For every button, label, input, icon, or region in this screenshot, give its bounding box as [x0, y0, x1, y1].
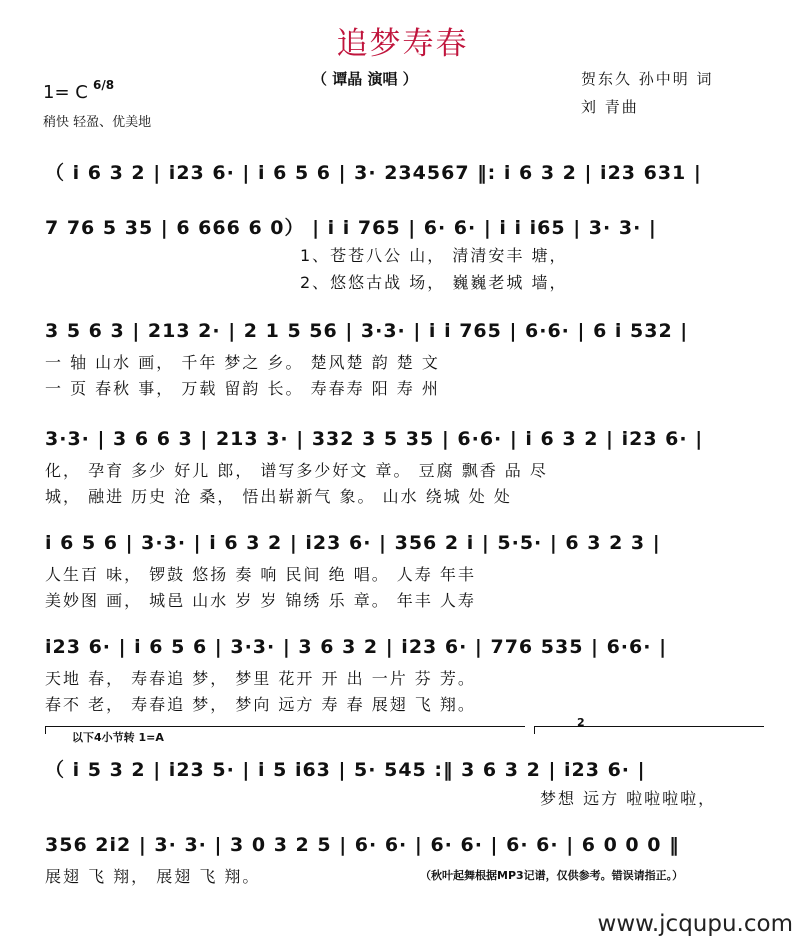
song-title: 追梦寿春: [336, 26, 469, 62]
lyric-row-4-verse-1: 化， 孕育 多少 好儿 郎， 谱写多少好文 章。 豆腐 飘香 品 尽: [45, 461, 548, 480]
performer-line: （ 谭晶 演唱 ）: [312, 70, 418, 88]
volta-first-tick: [45, 726, 46, 734]
volta-second-label: 2: [577, 716, 585, 729]
lyric-row-6-verse-1: 天地 春， 寿春追 梦， 梦里 花开 开 出 一片 芬 芳。: [45, 669, 476, 688]
volta-second-bracket: [534, 726, 764, 727]
lyric-row-2-verse-2: 2、悠悠古战 场， 巍巍老城 墙，: [300, 273, 568, 292]
lyric-row-3-verse-1: 一 轴 山水 画， 千年 梦之 乡。 楚风楚 韵 楚 文: [45, 353, 440, 372]
lyric-row-2-verse-1: 1、苍苍八公 山， 清清安丰 塘，: [300, 246, 568, 265]
composer-credit: 刘 青曲: [581, 98, 639, 116]
score-row-3: 3 5 6 3 | 213 2· | 2 1 5 56 | 3·3· | i i 765 | 6·6· | 6 i 532 |: [45, 320, 689, 342]
score-row-1: （ i 6 3 2 | i23 6· | i 6 5 6 | 3· 234567 ‖: i 6 3 2 | i23 631 |: [45, 162, 702, 184]
lyric-row-3-verse-2: 一 页 春秋 事， 万载 留韵 长。 寿春寿 阳 寿 州: [45, 379, 440, 398]
key-signature: 1= C: [43, 82, 88, 103]
score-row-8: 356 2i2 | 3· 3· | 3 0 3 2 5 | 6· 6· | 6· 6· | 6· 6· | 6 0 0 0 ‖: [45, 834, 680, 856]
score-row-2: 7 76 5 35 | 6 666 6 0） | i i 765 | 6· 6· | i i i65 | 3· 3· |: [45, 217, 657, 239]
lyric-row-7: 梦想 远方 啦啦啦啦，: [540, 789, 717, 808]
lyric-row-8: 展翅 飞 翔， 展翅 飞 翔。: [45, 867, 261, 886]
volta-second-tick: [534, 726, 535, 734]
transcription-footnote: （秋叶起舞根据MP3记谱，仅供参考。错误请指正。）: [420, 869, 684, 882]
lyricist-credit: 贺东久 孙中明 词: [581, 70, 714, 88]
volta-first-label: 以下4小节转 1=A: [72, 731, 164, 744]
lyric-row-4-verse-2: 城， 融进 历史 沧 桑， 悟出崭新气 象。 山水 绕城 处 处: [45, 487, 512, 506]
score-row-6: i23 6· | i 6 5 6 | 3·3· | 3 6 3 2 | i23 6· | 776 535 | 6·6· |: [45, 636, 668, 658]
site-watermark: www.jcqupu.com: [597, 911, 793, 937]
tempo-marking: 稍快 轻盈、优美地: [43, 115, 152, 130]
lyric-row-6-verse-2: 春不 老， 寿春追 梦， 梦向 远方 寿 春 展翅 飞 翔。: [45, 695, 476, 714]
volta-first-bracket: [45, 726, 525, 727]
lyric-row-5-verse-2: 美妙图 画， 城邑 山水 岁 岁 锦绣 乐 章。 年丰 人寿: [45, 591, 476, 610]
score-row-7: （ i 5 3 2 | i23 5· | i 5 i63 | 5· 545 :‖ 3 6 3 2 | i23 6· |: [45, 759, 646, 781]
lyric-row-5-verse-1: 人生百 味， 锣鼓 悠扬 奏 响 民间 绝 唱。 人寿 年丰: [45, 565, 476, 584]
score-row-5: i 6 5 6 | 3·3· | i 6 3 2 | i23 6· | 356 2 i | 5·5· | 6 3 2 3 |: [45, 532, 661, 554]
score-row-4: 3·3· | 3 6 6 3 | 213 3· | 332 3 5 35 | 6·6· | i 6 3 2 | i23 6· |: [45, 428, 704, 450]
time-signature: 6/8: [93, 78, 115, 92]
